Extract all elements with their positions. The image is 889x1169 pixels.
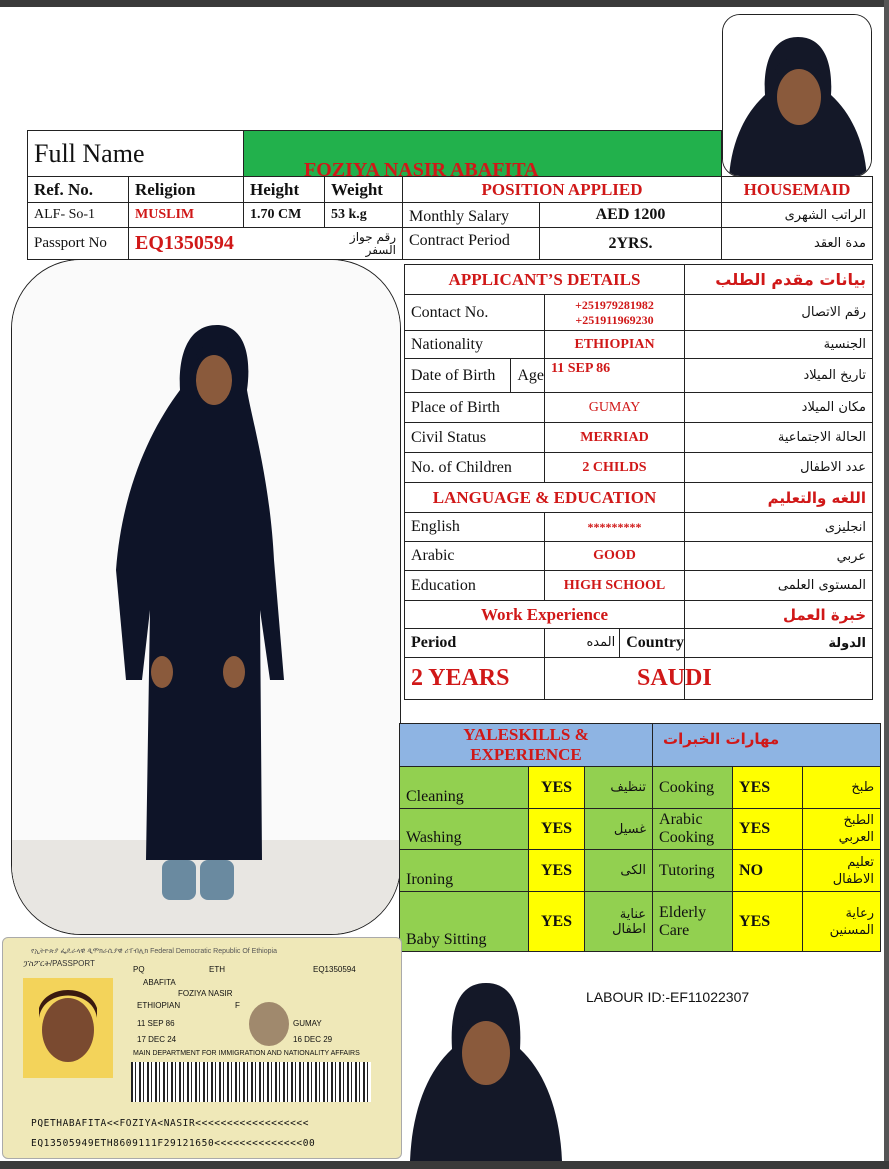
ref-no-label: Ref. No. (28, 177, 129, 203)
passport-photo (23, 978, 113, 1078)
monthly-salary-label: Monthly Salary (403, 203, 540, 227)
contract-period-label: Contract Period (403, 228, 540, 259)
contact-number-1: +251979281982 (575, 297, 654, 312)
applicant-details-title: APPLICANT’S DETAILS (405, 265, 685, 295)
weight-value: 53 k.g (325, 203, 403, 228)
labour-id: LABOUR ID:-EF11022307 (586, 989, 750, 1005)
language-education-arabic: اللغه والتعليم (685, 483, 873, 513)
skill-left-value: YES (529, 892, 585, 952)
skill-right-label: Cooking (653, 767, 733, 809)
passport-given-names: FOZIYA NASIR (178, 989, 233, 998)
skill-right-value: YES (733, 767, 803, 809)
applicant-details-table (404, 264, 873, 700)
arabic-value: GOOD (545, 542, 685, 571)
contact-number-2: +251911969230 (575, 312, 654, 327)
skill-right-arabic: الطبخ العربي (803, 809, 881, 850)
pob-arabic: مكان الميلاد (685, 393, 873, 423)
language-education-title: LANGUAGE & EDUCATION (405, 483, 685, 513)
full-name-label: Full Name (28, 131, 244, 177)
civil-status-value: MERRIAD (545, 423, 685, 453)
skills-title-arabic: مهارات الخبرات (653, 724, 881, 767)
applicant-details-arabic: بيانات مقدم الطلب (685, 265, 873, 295)
english-value: ********* (545, 513, 685, 542)
skill-right-value: NO (733, 850, 803, 892)
dob-label: Date of Birth (405, 359, 511, 392)
passport-no-arabic: رقم جواز السفر (325, 228, 403, 260)
work-experience-arabic: خبرة العمل (685, 601, 873, 629)
woman-portrait-bottom-icon (402, 953, 570, 1161)
skill-left-arabic: غسيل (585, 809, 653, 850)
passport-authority: MAIN DEPARTMENT FOR IMMIGRATION AND NATIONALITY AFFAIRS (133, 1050, 360, 1057)
woman-full-body-icon (12, 260, 401, 935)
bottom-border (0, 1161, 889, 1169)
top-border (0, 0, 889, 7)
passport-ghost-photo (249, 1002, 289, 1046)
passport-barcode (131, 1062, 371, 1102)
country-value: SAUDI (545, 658, 685, 700)
skill-left-label: Washing (400, 809, 529, 850)
skills-title: YALESKILLS & EXPERIENCE (400, 724, 653, 767)
nationality-arabic: الجنسية (685, 331, 873, 359)
contact-label: Contact No. (405, 295, 545, 331)
passport-expiry: 16 DEC 29 (293, 1035, 333, 1044)
right-border (884, 0, 889, 1169)
arabic-arabic: عربي (685, 542, 873, 571)
pob-value: GUMAY (545, 393, 685, 423)
dob-value: 11 SEP 86 (545, 359, 685, 393)
country-arabic: الدولة (685, 629, 873, 658)
skills-table (399, 723, 881, 952)
religion-value: MUSLIM (129, 203, 244, 228)
passport-header: የኢትዮጵያ ፌዴራላዊ ዲሞክራሲያዊ ሪፐብሊክ Federal Democratic Republic Of Ethiopia (31, 948, 277, 955)
skill-left-label: Baby Sitting (400, 892, 529, 952)
weight-label: Weight (325, 177, 403, 203)
passport-dob: 11 SEP 86 (137, 1019, 175, 1028)
country-label: Country (626, 634, 685, 651)
passport-mrz-line-1: PQETHABAFITA<<FOZIYA<NASIR<<<<<<<<<<<<<<<<<< (31, 1118, 310, 1129)
skill-left-arabic: عناية اطفال (585, 892, 653, 952)
passport-type: PQ (133, 965, 145, 974)
height-label: Height (244, 177, 325, 203)
skill-right-value: YES (733, 809, 803, 850)
passport-portrait-icon (23, 978, 113, 1078)
skill-left-value: YES (529, 767, 585, 809)
arabic-label: Arabic (405, 542, 545, 571)
profile-photo-bottom (402, 953, 570, 1161)
civil-status-arabic: الحالة الاجتماعية (685, 423, 873, 453)
nationality-label: Nationality (405, 331, 545, 359)
ref-no-value: ALF- So-1 (28, 203, 129, 228)
dob-arabic: تاريخ الميلاد (685, 359, 873, 393)
education-value: HIGH SCHOOL (545, 571, 685, 601)
contract-period-value: 2YRS. (608, 234, 653, 252)
passport-number: EQ1350594 (313, 965, 356, 974)
pob-label: Place of Birth (405, 393, 545, 423)
nationality-value: ETHIOPIAN (545, 331, 685, 359)
religion-label: Religion (129, 177, 244, 203)
period-value: 2 YEARS (405, 658, 545, 700)
english-arabic: انجليزى (685, 513, 873, 542)
contract-period-arabic: مدة العقد (722, 228, 873, 260)
passport-sex: F (235, 1001, 240, 1010)
monthly-salary-arabic: الراتب الشهرى (722, 203, 873, 228)
education-label: Education (405, 571, 545, 601)
header-table (27, 130, 873, 260)
passport-no-value: EQ1350594 (129, 228, 325, 260)
passport-surname: ABAFITA (143, 978, 176, 987)
skills-row (400, 809, 881, 850)
position-applied-label: POSITION APPLIED (403, 177, 722, 203)
skill-right-label: Elderly Care (653, 892, 733, 952)
full-body-photo (11, 259, 401, 935)
skill-left-label: Ironing (400, 850, 529, 892)
education-arabic: المستوى العلمى (685, 571, 873, 601)
passport-card (2, 937, 402, 1159)
skill-left-arabic: الكى (585, 850, 653, 892)
skill-right-arabic: تعليم الاطفال (803, 850, 881, 892)
skills-row (400, 892, 881, 952)
children-label: No. of Children (405, 453, 545, 483)
passport-doc-type: ፓስፖርት/PASSPORT (23, 959, 95, 968)
passport-issue: 17 DEC 24 (137, 1035, 177, 1044)
passport-nationality: ETHIOPIAN (137, 1001, 181, 1010)
period-label: Period (405, 629, 545, 658)
height-value: 1.70 CM (244, 203, 325, 228)
skill-right-label: Arabic Cooking (653, 809, 733, 850)
english-label: English (405, 513, 545, 542)
contact-arabic: رقم الاتصال (685, 295, 873, 331)
skill-right-arabic: طبخ (803, 767, 881, 809)
passport-country-code: ETH (209, 965, 225, 974)
monthly-salary-value: AED 1200 (595, 206, 666, 223)
children-arabic: عدد الاطفال (685, 453, 873, 483)
skill-left-label: Cleaning (400, 767, 529, 809)
skill-left-value: YES (529, 809, 585, 850)
passport-no-label: Passport No (28, 228, 129, 260)
period-arabic: المده (545, 629, 620, 657)
work-experience-title: Work Experience (405, 601, 685, 629)
skills-row (400, 767, 881, 809)
children-value: 2 CHILDS (545, 453, 685, 483)
passport-pob: GUMAY (293, 1019, 322, 1028)
skill-right-value: YES (733, 892, 803, 952)
age-label: Age (517, 366, 544, 384)
skill-left-arabic: تنظيف (585, 767, 653, 809)
full-name-value: FOZIYA NASIR ABAFITA (304, 159, 539, 181)
passport-mrz-line-2: EQ13505949ETH8609111F29121650<<<<<<<<<<<<<<00 (31, 1138, 316, 1149)
skill-right-arabic: رعاية المسنين (803, 892, 881, 952)
skill-left-value: YES (529, 850, 585, 892)
civil-status-label: Civil Status (405, 423, 545, 453)
skill-right-label: Tutoring (653, 850, 733, 892)
skills-row (400, 850, 881, 892)
position-applied-value: HOUSEMAID (722, 177, 873, 203)
